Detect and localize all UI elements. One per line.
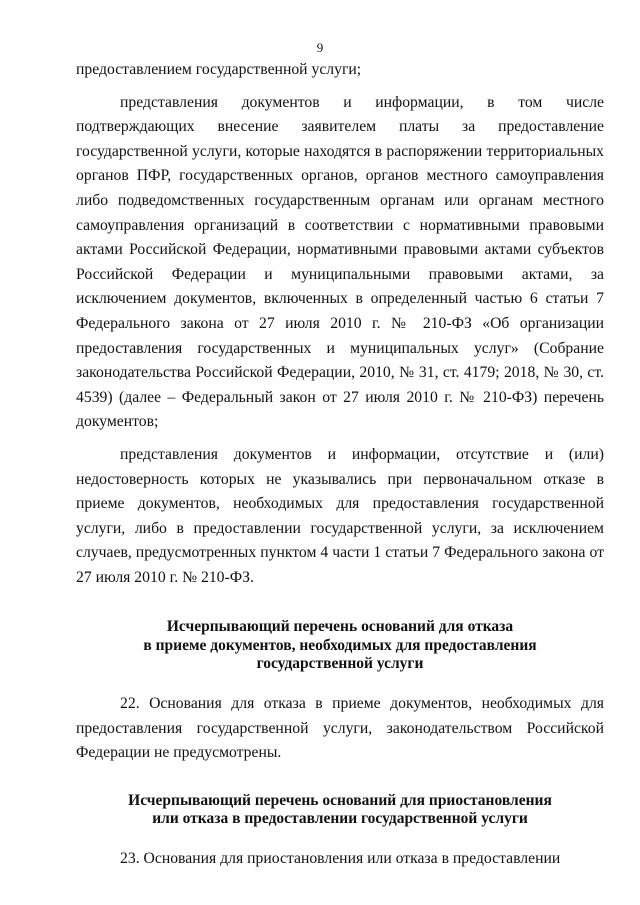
paragraph-documents-in-possession: представления документов и информации, в том числе подтверждающих внесение заявителем платы за предоставление государственной услуги, которые находятся в распоряжении территориальных органов ПФР, государственных органов, органов местного самоуправления либо подведомственных государственным органам или органам местного самоуправления организаций в соответствии с нормативными правовыми актами Российской Федерации, нормативными правовыми актами субъектов Российской Федерации и муниципальными правовыми актами, за исключением документов, включенных в определенный частью 6 статьи 7 Федерального закона от 27 июля 2010 г. № 210-ФЗ «Об организации предоставления государственных и муниципальных услуг» (Собрание законодательства Российской Федерации, 2010, № 31, ст. 4179; 2018, № 30, ст. 4539) (далее – Федеральный закон от 27 июля 2010 г. № 210-ФЗ) перечень документов; [76, 93, 604, 431]
heading-line: Исчерпывающий перечень оснований для приостановления [128, 791, 552, 809]
paragraph-23: 23. Основания для приостановления или отказа в предоставлении [120, 849, 561, 867]
page-number: 9 [316, 40, 324, 55]
heading-line: в приеме документов, необходимых для предоставления [143, 636, 537, 654]
section-heading-suspension-grounds [76, 792, 604, 829]
section-heading-refusal-grounds [76, 618, 604, 674]
paragraph-unreliable-documents: представления документов и информации, отсутствие и (или) недостоверность которых не указывались при первоначальном отказе в приеме документов, необходимых для предоставления государственной услуги, либо в предоставлении государственной услуги, за исключением случаев, предусмотренных пунктом 4 части 1 статьи 7 Федерального закона от 27 июля 2010 г. № 210-ФЗ. [76, 445, 604, 586]
paragraph-continuation: предоставлением государственной услуги; [76, 61, 362, 78]
document-body [76, 58, 604, 871]
heading-line: государственной услуги [256, 655, 424, 673]
heading-line: Исчерпывающий перечень оснований для отказа [166, 618, 514, 636]
heading-line: или отказа в предоставлении государственной услуги [152, 810, 528, 828]
paragraph-22: 22. Основания для отказа в приеме документов, необходимых для предоставления государственной услуги, законодательством Российской Федерации не предусмотрены. [76, 694, 604, 762]
